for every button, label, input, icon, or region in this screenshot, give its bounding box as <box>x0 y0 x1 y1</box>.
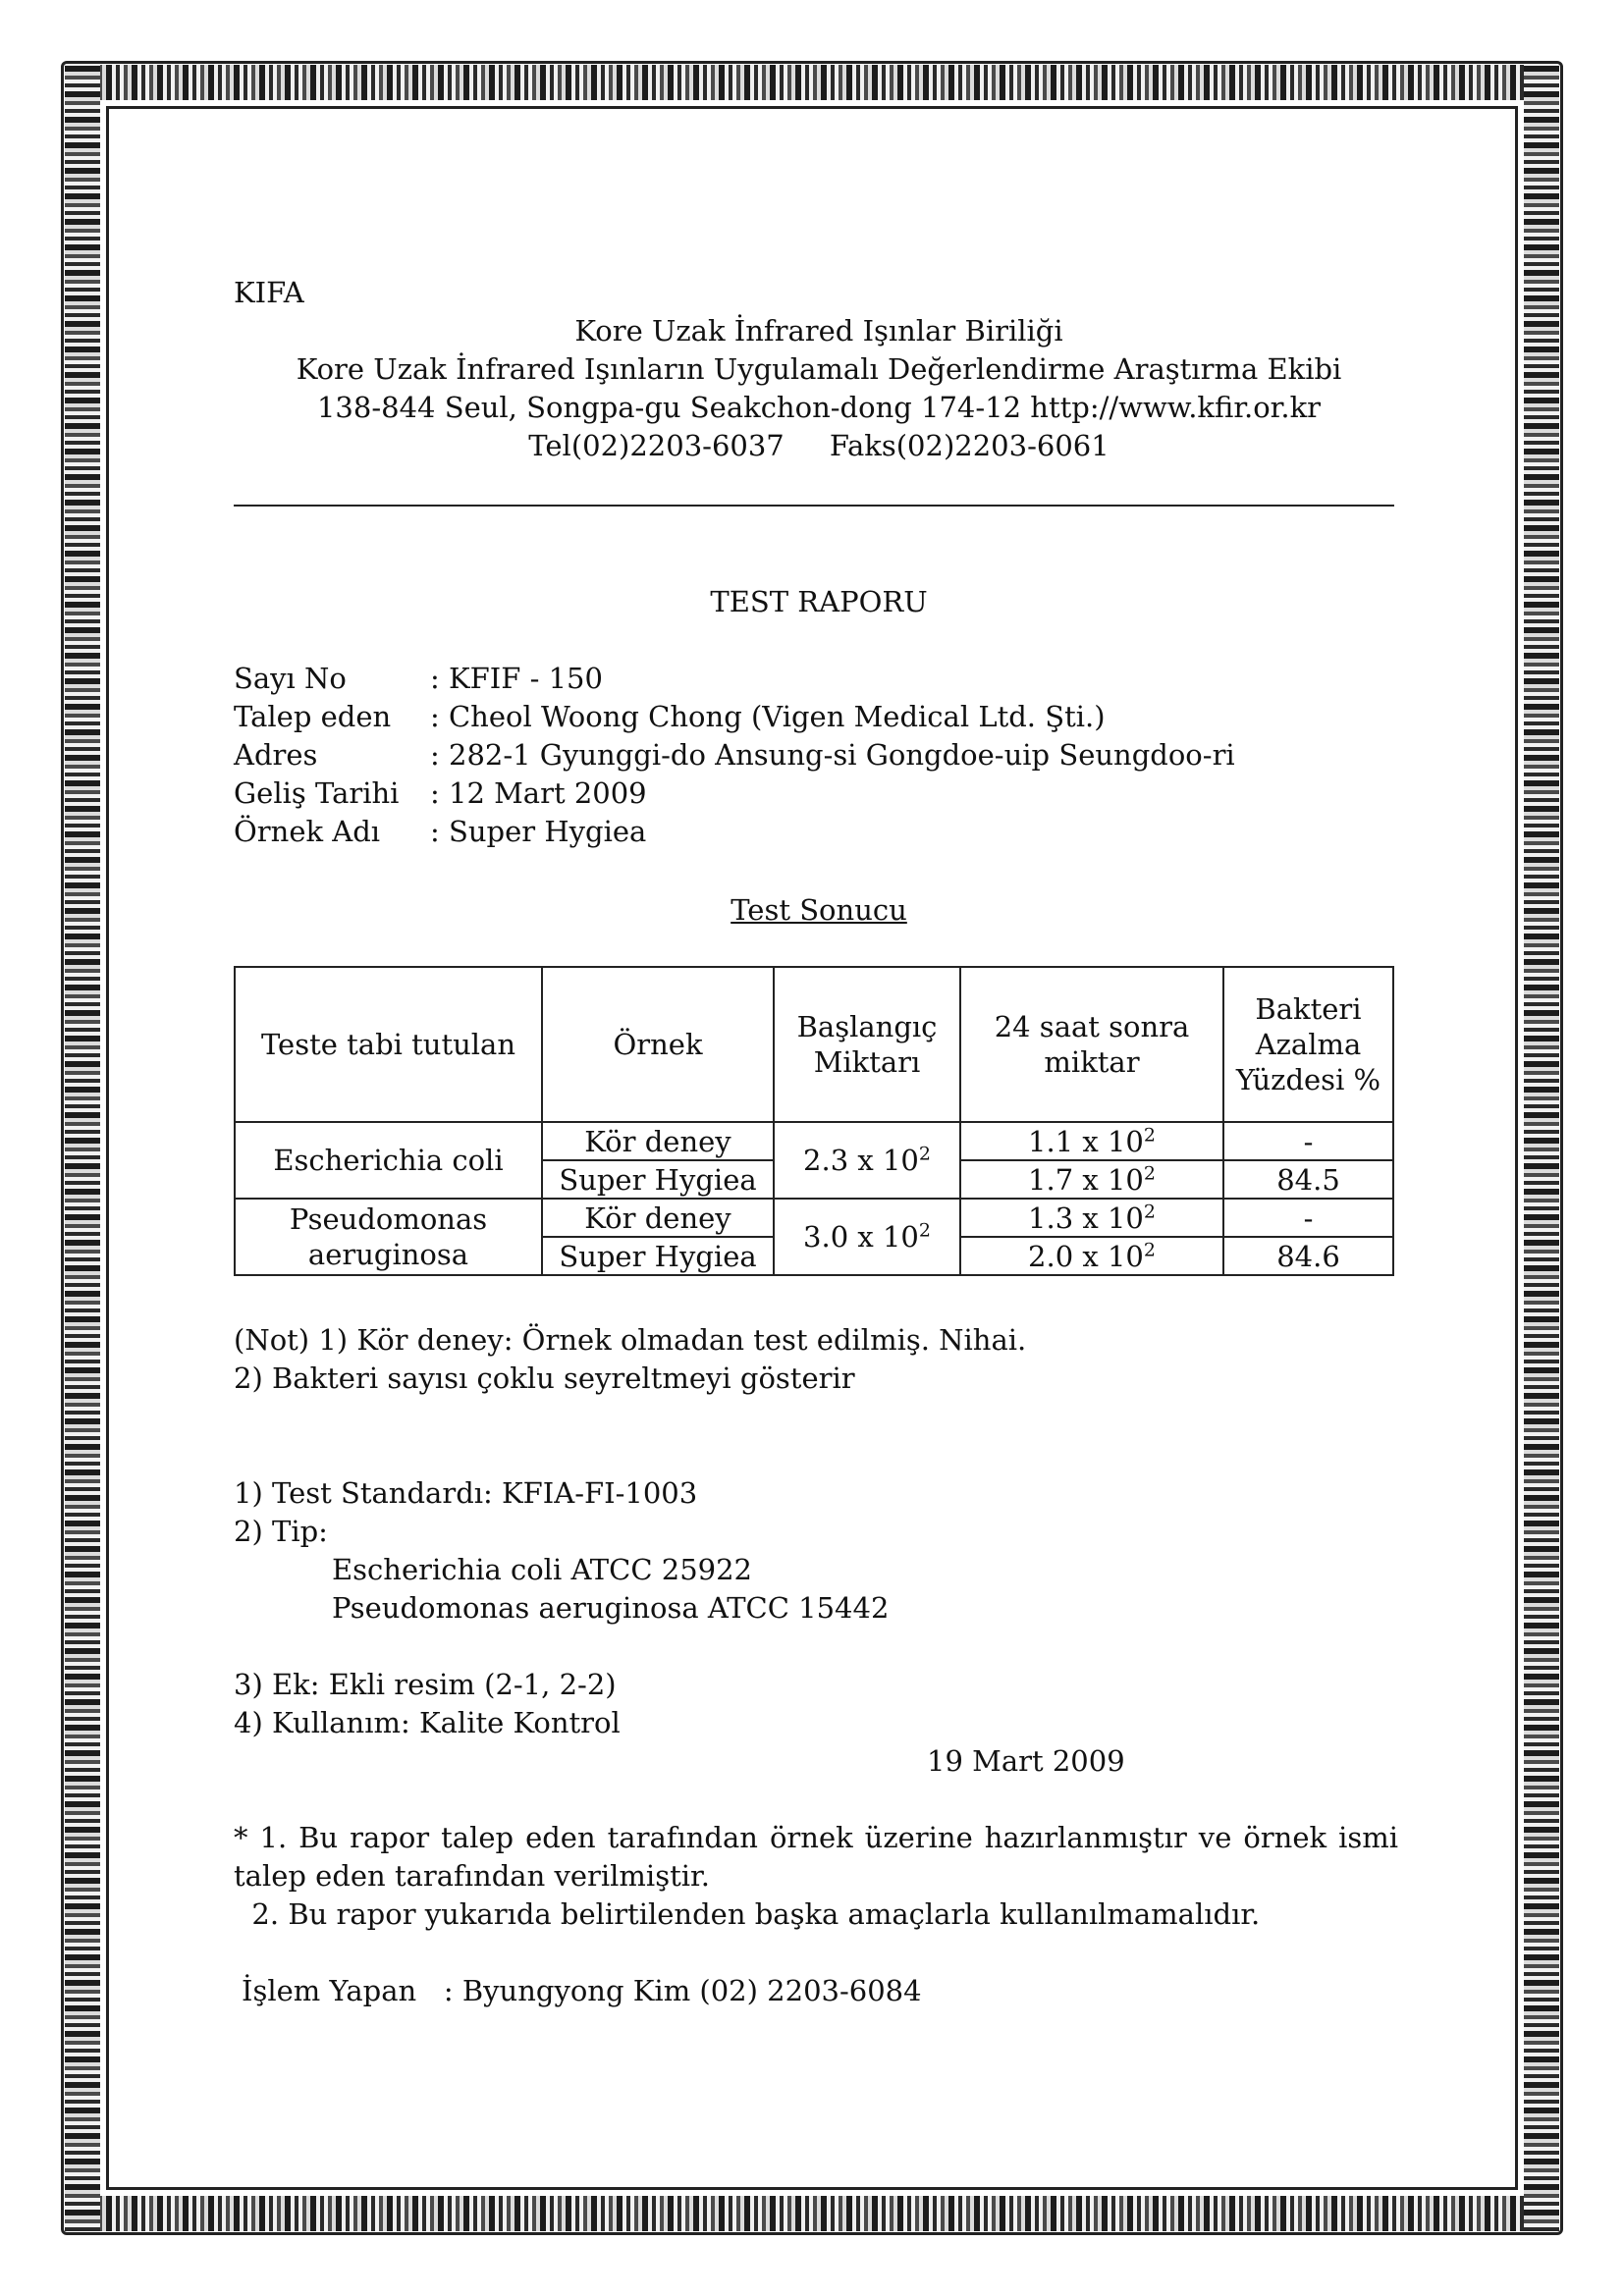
attachment: 3) Ek: Ekli resim (2-1, 2-2) <box>234 1668 617 1701</box>
table-row <box>235 1199 1393 1237</box>
result-heading: Test Sonucu <box>731 893 907 927</box>
results-table <box>234 966 1394 1276</box>
header-organism <box>235 967 542 1122</box>
sample-text: Kör deney <box>584 1124 731 1158</box>
cell-sample <box>542 1160 774 1199</box>
after-exp: 2 <box>1143 1161 1156 1184</box>
table-row <box>235 1122 1393 1160</box>
after-exp: 2 <box>1143 1238 1156 1260</box>
header-initial-line1: Başlangıç <box>796 1010 938 1043</box>
header-reduction-line3: Yüzdesi % <box>1235 1063 1381 1096</box>
cell-reduction <box>1223 1122 1393 1160</box>
after-base: 1.1 x 10 <box>1028 1124 1144 1158</box>
operator-line: İşlem Yapan : Byungyong Kim (02) 2203-6084 <box>242 1974 922 2007</box>
header-sample-text: Örnek <box>613 1028 703 1061</box>
note-2: 2) Bakteri sayısı çoklu seyreltmeyi gösterir <box>234 1362 855 1395</box>
field-label-requester: Talep eden <box>234 700 392 733</box>
type-item-ecoli: Escherichia coli ATCC 25922 <box>332 1553 752 1586</box>
field-value-address: : 282-1 Gyunggi-do Ansung-si Gongdoe-uip Seungdoo-ri <box>430 738 1235 772</box>
header-reduction-line1: Bakteri <box>1255 992 1362 1026</box>
header-after <box>960 967 1223 1122</box>
header-after-line2: miktar <box>1044 1045 1140 1079</box>
border-right <box>1524 65 1559 2231</box>
cell-sample <box>542 1237 774 1275</box>
header-sample <box>542 967 774 1122</box>
usage: 4) Kullanım: Kalite Kontrol <box>234 1706 621 1739</box>
report-date: 19 Mart 2009 <box>927 1744 1125 1778</box>
border-top <box>65 65 1559 100</box>
after-base: 2.0 x 10 <box>1028 1239 1144 1273</box>
cell-organism <box>235 1199 542 1275</box>
report-title: TEST RAPORU <box>710 585 928 618</box>
header-initial <box>774 967 960 1122</box>
organism-text-line2: aeruginosa <box>307 1238 469 1271</box>
contact-line: Tel(02)2203-6037 Faks(02)2203-6061 <box>528 429 1110 462</box>
reduction-text: - <box>1303 1124 1314 1158</box>
reduction-text: - <box>1303 1201 1314 1235</box>
address-line: 138-844 Seul, Songpa-gu Seakchon-dong 174-12 http://www.kfir.or.kr <box>316 391 1322 424</box>
organism-text-line1: Pseudomonas <box>289 1202 488 1236</box>
disclaimer-1-line2: talep eden tarafından verilmiştir. <box>234 1859 710 1893</box>
reduction-text: 84.6 <box>1276 1239 1340 1273</box>
team-name: Kore Uzak İnfrared Işınların Uygulamalı Değerlendirme Araştırma Ekibi <box>296 352 1342 386</box>
test-standard: 1) Test Standardı: KFIA-FI-1003 <box>234 1476 698 1510</box>
cell-after <box>960 1160 1223 1199</box>
border-bottom <box>65 2196 1559 2231</box>
field-value-requester: : Cheol Woong Chong (Vigen Medical Ltd. Şti.) <box>430 700 1106 733</box>
after-base: 1.3 x 10 <box>1028 1201 1144 1235</box>
type-item-pseudomonas: Pseudomonas aeruginosa ATCC 15442 <box>332 1591 890 1625</box>
cell-after <box>960 1199 1223 1237</box>
disclaimer-2: 2. Bu rapor yukarıda belirtilenden başka amaçlarla kullanılmamalıdır. <box>234 1897 1261 1931</box>
cell-reduction <box>1223 1199 1393 1237</box>
cell-initial <box>774 1122 960 1199</box>
note-1: (Not) 1) Kör deney: Örnek olmadan test edilmiş. Nihai. <box>234 1323 1027 1357</box>
initial-exp: 2 <box>918 1143 931 1165</box>
after-exp: 2 <box>1143 1200 1156 1222</box>
cell-reduction <box>1223 1160 1393 1199</box>
org-name: Kore Uzak İnfrared Işınlar Biriliği <box>574 314 1063 347</box>
field-label-address: Adres <box>234 738 318 772</box>
header-divider <box>234 505 1394 507</box>
cell-after <box>960 1237 1223 1275</box>
initial-base: 2.3 x 10 <box>803 1144 919 1177</box>
header-reduction <box>1223 967 1393 1122</box>
field-value-arrival-date: : 12 Mart 2009 <box>430 776 647 810</box>
field-label-arrival-date: Geliş Tarihi <box>234 776 400 810</box>
cell-organism <box>235 1122 542 1199</box>
table-header-row <box>235 967 1393 1122</box>
cell-after <box>960 1122 1223 1160</box>
after-base: 1.7 x 10 <box>1028 1162 1144 1197</box>
org-short: KIFA <box>234 276 304 309</box>
header-after-line1: 24 saat sonra <box>994 1010 1190 1043</box>
sample-text: Kör deney <box>584 1201 731 1235</box>
initial-base: 3.0 x 10 <box>803 1220 919 1254</box>
field-value-sample-name: : Super Hygiea <box>430 815 647 848</box>
after-exp: 2 <box>1143 1123 1156 1146</box>
field-value-number: : KFIF - 150 <box>430 662 603 695</box>
field-label-number: Sayı No <box>234 662 347 695</box>
reduction-text: 84.5 <box>1276 1162 1340 1197</box>
disclaimer-1-line1: * 1. Bu rapor talep eden tarafından örnek üzerine hazırlanmıştır ve örnek ismi <box>234 1821 1398 1854</box>
field-label-sample-name: Örnek Adı <box>234 815 381 848</box>
sample-text: Super Hygiea <box>559 1239 757 1273</box>
header-initial-line2: Miktarı <box>813 1045 921 1079</box>
header-reduction-line2: Azalma <box>1255 1028 1362 1061</box>
sample-text: Super Hygiea <box>559 1162 757 1197</box>
type-label: 2) Tip: <box>234 1515 328 1548</box>
cell-sample <box>542 1199 774 1237</box>
header-organism-text: Teste tabi tutulan <box>260 1028 516 1061</box>
organism-text: Escherichia coli <box>273 1144 504 1177</box>
cell-initial <box>774 1199 960 1275</box>
cell-sample <box>542 1122 774 1160</box>
cell-reduction <box>1223 1237 1393 1275</box>
initial-exp: 2 <box>918 1219 931 1242</box>
border-left <box>65 65 100 2231</box>
